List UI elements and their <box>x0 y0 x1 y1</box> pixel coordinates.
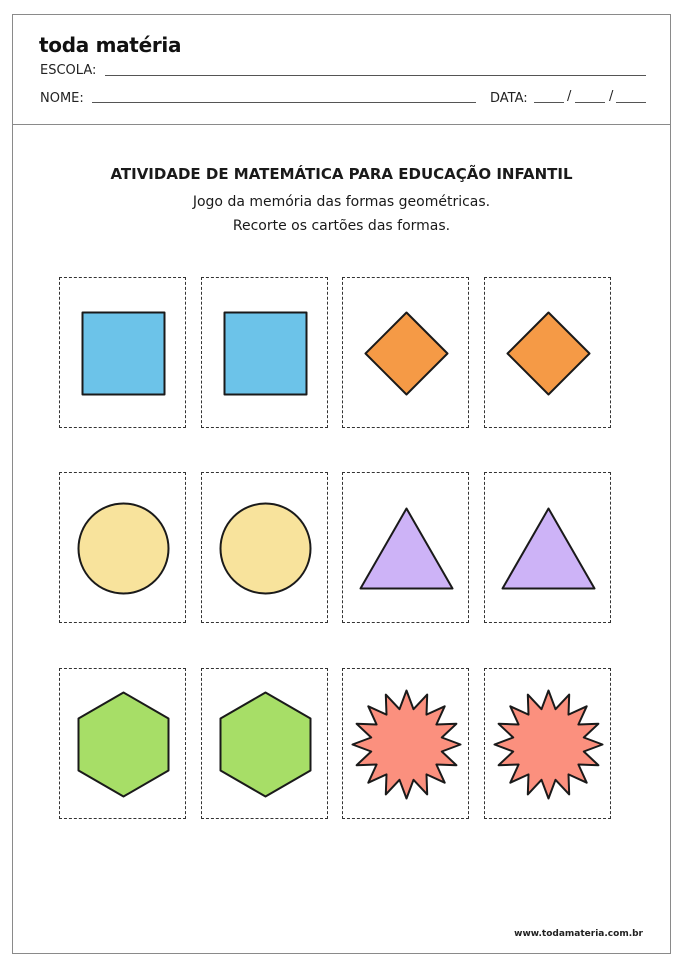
school-label: ESCOLA: <box>40 63 97 78</box>
memory-card-hexagon[interactable] <box>59 668 186 819</box>
memory-card-star[interactable] <box>342 668 469 819</box>
date-month-field[interactable] <box>575 102 605 103</box>
memory-card-circle[interactable] <box>59 472 186 623</box>
star-shape <box>495 691 603 799</box>
date-label: DATA: <box>490 91 528 106</box>
triangle-shape <box>361 509 453 589</box>
star-shape <box>353 691 461 799</box>
memory-card-square[interactable] <box>201 277 328 428</box>
name-label: NOME: <box>40 91 84 106</box>
name-field[interactable] <box>92 102 476 103</box>
activity-instruction: Recorte os cartões das formas. <box>232 218 451 234</box>
memory-card-diamond[interactable] <box>342 277 469 428</box>
square-shape <box>225 313 307 395</box>
date-separator: / <box>609 89 614 104</box>
memory-card-hexagon[interactable] <box>201 668 328 819</box>
diamond-shape <box>508 313 590 395</box>
school-field[interactable] <box>105 75 646 76</box>
triangle-shape <box>503 509 595 589</box>
date-day-field[interactable] <box>534 102 564 103</box>
circle-shape <box>79 504 169 594</box>
activity-title: ATIVIDADE DE MATEMÁTICA PARA EDUCAÇÃO INFANTIL <box>110 165 573 183</box>
hexagon-shape <box>79 693 169 797</box>
memory-card-triangle[interactable] <box>484 472 611 623</box>
memory-card-circle[interactable] <box>201 472 328 623</box>
date-year-field[interactable] <box>616 102 646 103</box>
activity-subtitle: Jogo da memória das formas geométricas. <box>192 194 491 210</box>
worksheet-page <box>12 14 671 954</box>
brand-logo: toda matéria <box>39 33 182 57</box>
memory-card-diamond[interactable] <box>484 277 611 428</box>
circle-shape <box>221 504 311 594</box>
memory-card-triangle[interactable] <box>342 472 469 623</box>
memory-card-star[interactable] <box>484 668 611 819</box>
date-separator: / <box>567 89 572 104</box>
diamond-shape <box>366 313 448 395</box>
worksheet-header <box>13 15 670 125</box>
square-shape <box>83 313 165 395</box>
memory-card-square[interactable] <box>59 277 186 428</box>
footer-url: www.todamateria.com.br <box>514 929 643 939</box>
hexagon-shape <box>221 693 311 797</box>
